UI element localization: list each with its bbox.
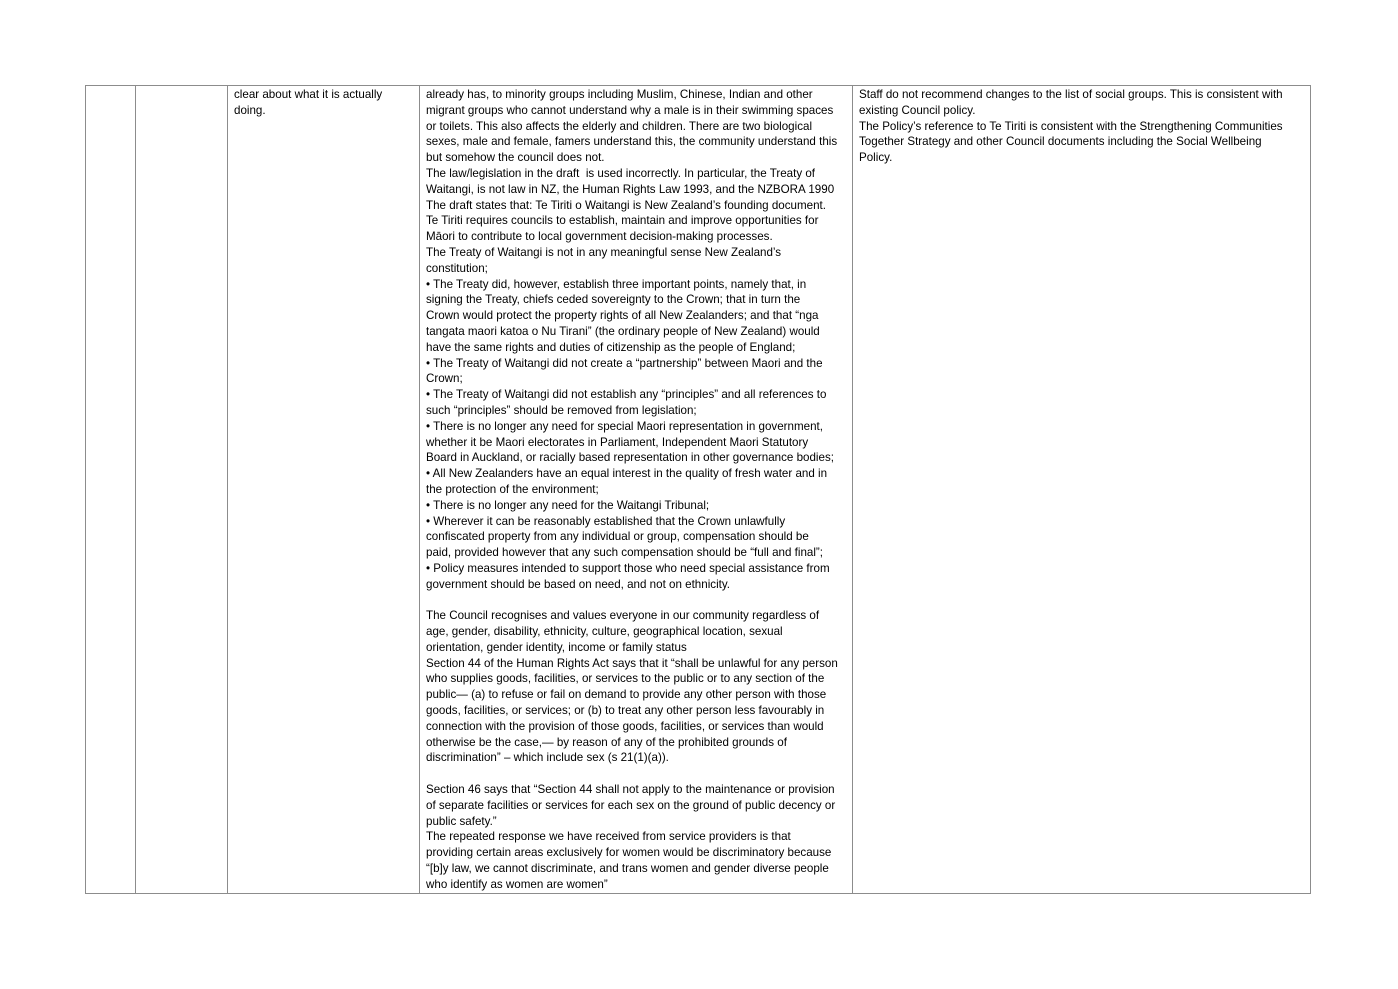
text-line: “[b]y law, we cannot discriminate, and trans women and gender diverse people <box>426 862 829 876</box>
text-line: migrant groups who cannot understand why a male is in their swimming spaces <box>426 103 834 117</box>
text-line: tangata maori katoa o Nu Tirani” (the ordinary people of New Zealand) would <box>426 324 820 338</box>
text-line: Crown; <box>426 372 463 386</box>
text-line: Section 46 says that “Section 44 shall not apply to the maintenance or provision <box>426 783 835 797</box>
text-line: signing the Treaty, chiefs ceded sovereignty to the Crown; that in turn the <box>426 293 801 307</box>
text-line: existing Council policy. <box>859 103 976 117</box>
text-line: Māori to contribute to local government decision-making processes. <box>426 230 773 244</box>
table-row <box>86 86 1311 894</box>
text-line: The Council recognises and values everyone in our community regardless of <box>426 609 820 623</box>
text-line: The Treaty of Waitangi is not in any meaningful sense New Zealand’s <box>426 245 782 259</box>
text-line: Staff do not recommend changes to the list of social groups. This is consistent with <box>859 88 1283 101</box>
text-line: The law/legislation in the draft is used incorrectly. In particular, the Treaty of <box>426 166 816 180</box>
text-line: The Policy’s reference to Te Tiriti is consistent with the Strengthening Communities <box>859 119 1283 133</box>
text-line: or toilets. This also affects the elderly and children. There are two biological <box>426 119 813 133</box>
text-line: sexes, male and female, famers understand this, the community understand this <box>426 135 838 149</box>
text-line: Te Tiriti requires councils to establish, maintain and improve opportunities for <box>426 214 819 228</box>
cell-col-1 <box>86 86 136 894</box>
text-line: such “principles” should be removed from legislation; <box>426 403 697 417</box>
text-line: paid, provided however that any such compensation should be “full and final”; <box>426 546 824 560</box>
text-line <box>426 593 846 609</box>
text-line: constitution; <box>426 261 488 275</box>
text-line: clear about what it is actually <box>234 88 383 101</box>
text-line: • There is no longer any need for the Waitangi Tribunal; <box>426 498 710 512</box>
text-line: The repeated response we have received from service providers is that <box>426 830 791 844</box>
text-line <box>426 766 846 782</box>
cell-summary <box>228 86 420 894</box>
text-line: doing. <box>234 103 266 117</box>
cell-staff-response <box>853 86 1311 894</box>
text-line: otherwise be the case,— by reason of any of the prohibited grounds of <box>426 735 787 749</box>
text-line: Policy. <box>859 151 893 165</box>
text-line: public— (a) to refuse or fail on demand to provide any other person with those <box>426 688 827 702</box>
text-line: but somehow the council does not. <box>426 151 605 165</box>
text-line: already has, to minority groups including Muslim, Chinese, Indian and other <box>426 88 813 101</box>
text-line: goods, facilities, or services; or (b) to treat any other person less favourably in <box>426 704 825 718</box>
text-line: whether it be Maori electorates in Parliament, Independent Maori Statutory <box>426 435 809 449</box>
text-line: Waitangi, is not law in NZ, the Human Rights Law 1993, and the NZBORA 1990 <box>426 182 835 196</box>
text-line: age, gender, disability, ethnicity, culture, geographical location, sexual <box>426 625 783 639</box>
text-line: Section 44 of the Human Rights Act says that it “shall be unlawful for any person <box>426 656 838 670</box>
text-line: of separate facilities or services for each sex on the ground of public decency or <box>426 798 836 812</box>
text-line: Together Strategy and other Council documents including the Social Wellbeing <box>859 135 1262 149</box>
text-line: • There is no longer any need for special Maori representation in government, <box>426 419 823 433</box>
text-line: • Wherever it can be reasonably established that the Crown unlawfully <box>426 514 786 528</box>
text-line: • Policy measures intended to support those who need special assistance from <box>426 561 830 575</box>
text-line: Board in Auckland, or racially based representation in other governance bodies; <box>426 451 834 465</box>
text-line: confiscated property from any individual or group, compensation should be <box>426 530 809 544</box>
text-line: orientation, gender identity, income or family status <box>426 640 687 654</box>
text-line: Crown would protect the property rights of all New Zealanders; and that “nga <box>426 309 819 323</box>
cell-col-2 <box>136 86 228 894</box>
text-line: public safety.” <box>426 814 497 828</box>
text-line: the protection of the environment; <box>426 482 599 496</box>
submissions-table <box>85 85 1311 894</box>
text-line: discrimination” – which include sex (s 21(1)(a)). <box>426 751 669 765</box>
text-line: connection with the provision of those goods, facilities, or services than would <box>426 719 824 733</box>
text-line: have the same rights and duties of citizenship as the people of England; <box>426 340 796 354</box>
cell-submission-text <box>420 86 853 894</box>
text-line: providing certain areas exclusively for women would be discriminatory because <box>426 846 832 860</box>
text-line: The draft states that: Te Tiriti o Waitangi is New Zealand’s founding document. <box>426 198 826 212</box>
text-line: who identify as women are women” <box>426 877 608 891</box>
text-line: • All New Zealanders have an equal interest in the quality of fresh water and in <box>426 467 828 481</box>
text-line: who supplies goods, facilities, or services to the public or to any section of the <box>426 672 825 686</box>
text-line: • The Treaty did, however, establish three important points, namely that, in <box>426 277 807 291</box>
text-line: • The Treaty of Waitangi did not establish any “principles” and all references to <box>426 388 827 402</box>
text-line: • The Treaty of Waitangi did not create a “partnership” between Maori and the <box>426 356 823 370</box>
text-line: government should be based on need, and not on ethnicity. <box>426 577 731 591</box>
